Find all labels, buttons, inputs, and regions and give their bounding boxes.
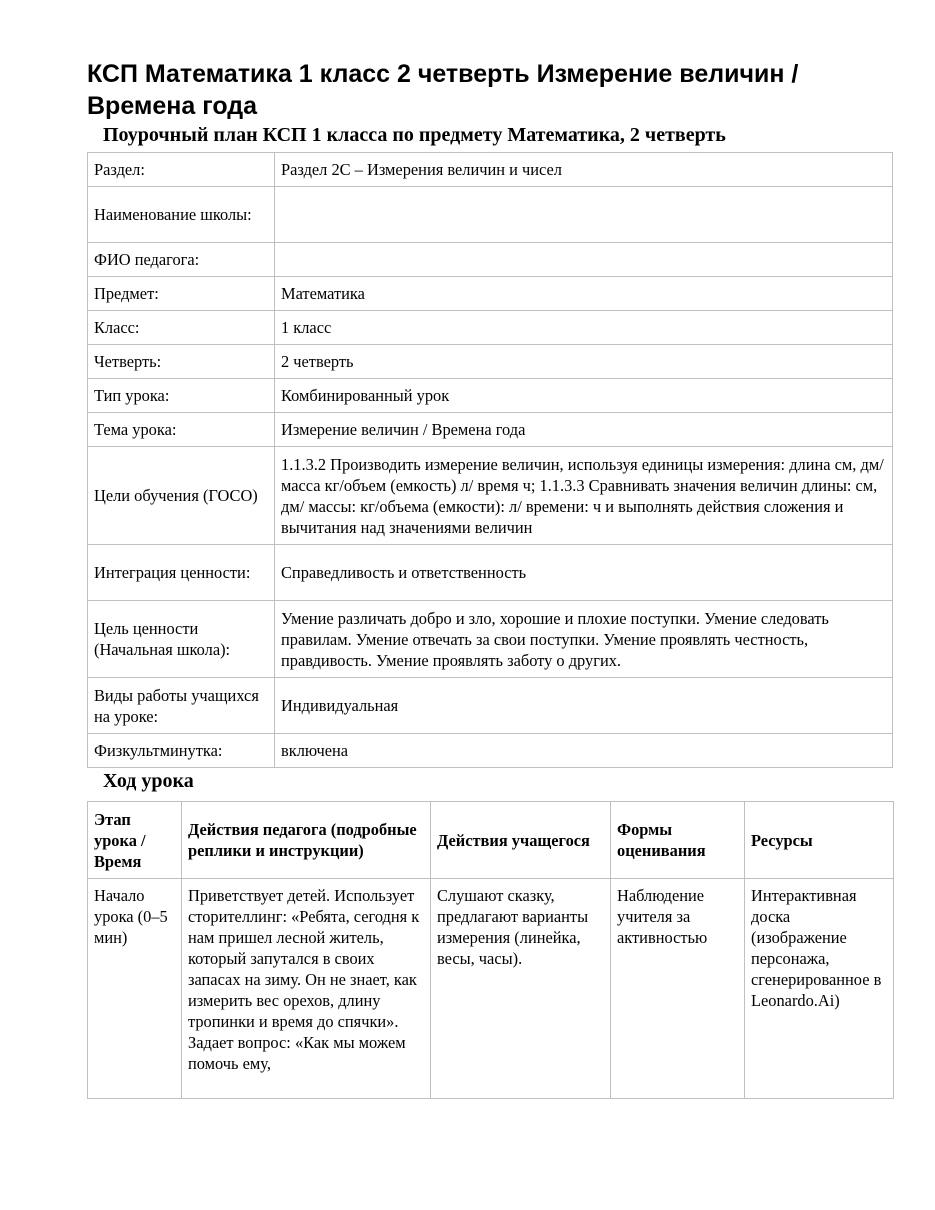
info-row-lesson-type (88, 379, 893, 413)
cell-stage: Начало урока (0–5 мин) (88, 879, 182, 1099)
lesson-header-row (88, 802, 894, 879)
info-row-teacher (88, 243, 893, 277)
column-header-assessment: Формы оценивания (611, 802, 745, 879)
info-key: Тип урока: (88, 379, 275, 413)
info-row-topic (88, 413, 893, 447)
info-value: Измерение величин / Времена года (275, 413, 893, 447)
info-value: Раздел 2С – Измерения величин и чисел (275, 153, 893, 187)
info-key: Тема урока: (88, 413, 275, 447)
lesson-heading: Ход урока (103, 770, 194, 792)
info-row-phys-break (88, 734, 893, 768)
info-row-value-goal (88, 601, 893, 678)
info-value: Математика (275, 277, 893, 311)
cell-student-actions: Слушают сказку, предлагают варианты измерения (линейка, весы, часы). (431, 879, 611, 1099)
lesson-info-table (87, 152, 893, 768)
info-value: Комбинированный урок (275, 379, 893, 413)
cell-resources: Интерактивная доска (изображение персонажа, сгенерированное в Leonardo.Ai) (745, 879, 894, 1099)
info-row-section (88, 153, 893, 187)
info-row-values-integration (88, 545, 893, 601)
info-row-learning-goals (88, 447, 893, 545)
info-value: Справедливость и ответственность (275, 545, 893, 601)
column-header-resources: Ресурсы (745, 802, 894, 879)
cell-assessment: Наблюдение учителя за активностью (611, 879, 745, 1099)
info-value: Индивидуальная (275, 678, 893, 734)
info-row-subject (88, 277, 893, 311)
info-key: Наименование школы: (88, 187, 275, 243)
info-row-quarter (88, 345, 893, 379)
info-key: Цели обучения (ГОСО) (88, 447, 275, 545)
info-value: включена (275, 734, 893, 768)
lesson-flow-table (87, 801, 894, 1099)
info-key: Физкультминутка: (88, 734, 275, 768)
info-key: Четверть: (88, 345, 275, 379)
info-key: Предмет: (88, 277, 275, 311)
info-row-work-types (88, 678, 893, 734)
info-key: Раздел: (88, 153, 275, 187)
info-key: Цель ценности (Начальная школа): (88, 601, 275, 678)
document-page (87, 58, 893, 1099)
column-header-teacher-actions: Действия педагога (подробные реплики и инструкции) (182, 802, 431, 879)
info-row-school (88, 187, 893, 243)
cell-teacher-actions: Приветствует детей. Использует сторителлинг: «Ребята, сегодня к нам пришел лесной житель, который запутался в своих запасах на зиму. Он не знает, как измерить вес орехов, длину тропинки и время до спячки». Задает вопрос: «Как мы можем помочь ему, (182, 879, 431, 1099)
column-header-student-actions: Действия учащегося (431, 802, 611, 879)
info-value: 1 класс (275, 311, 893, 345)
document-title: КСП Математика 1 класс 2 четверть Измерение величин / Времена года (87, 60, 799, 120)
plan-heading: Поурочный план КСП 1 класса по предмету Математика, 2 четверть (103, 124, 726, 146)
info-row-grade (88, 311, 893, 345)
info-value (275, 243, 893, 277)
info-key: Интеграция ценности: (88, 545, 275, 601)
info-value: 1.1.3.2 Производить измерение величин, используя единицы измерения: длина см, дм/ масса кг/объем (емкость) л/ время ч; 1.1.3.3 Сравнивать значения величин длины: см, дм/ массы: кг/объема (емкости): л/ времени: ч и выполнять действия сложения и вычитания над значениями величин (275, 447, 893, 545)
info-value: 2 четверть (275, 345, 893, 379)
info-key: Виды работы учащихся на уроке: (88, 678, 275, 734)
info-key: Класс: (88, 311, 275, 345)
info-value (275, 187, 893, 243)
table-row (88, 879, 894, 1099)
column-header-stage: Этап урока / Время (88, 802, 182, 879)
info-value: Умение различать добро и зло, хорошие и плохие поступки. Умение следовать правилам. Умение отвечать за свои поступки. Умение проявлять честность, правдивость. Умение проявлять заботу о других. (275, 601, 893, 678)
info-key: ФИО педагога: (88, 243, 275, 277)
